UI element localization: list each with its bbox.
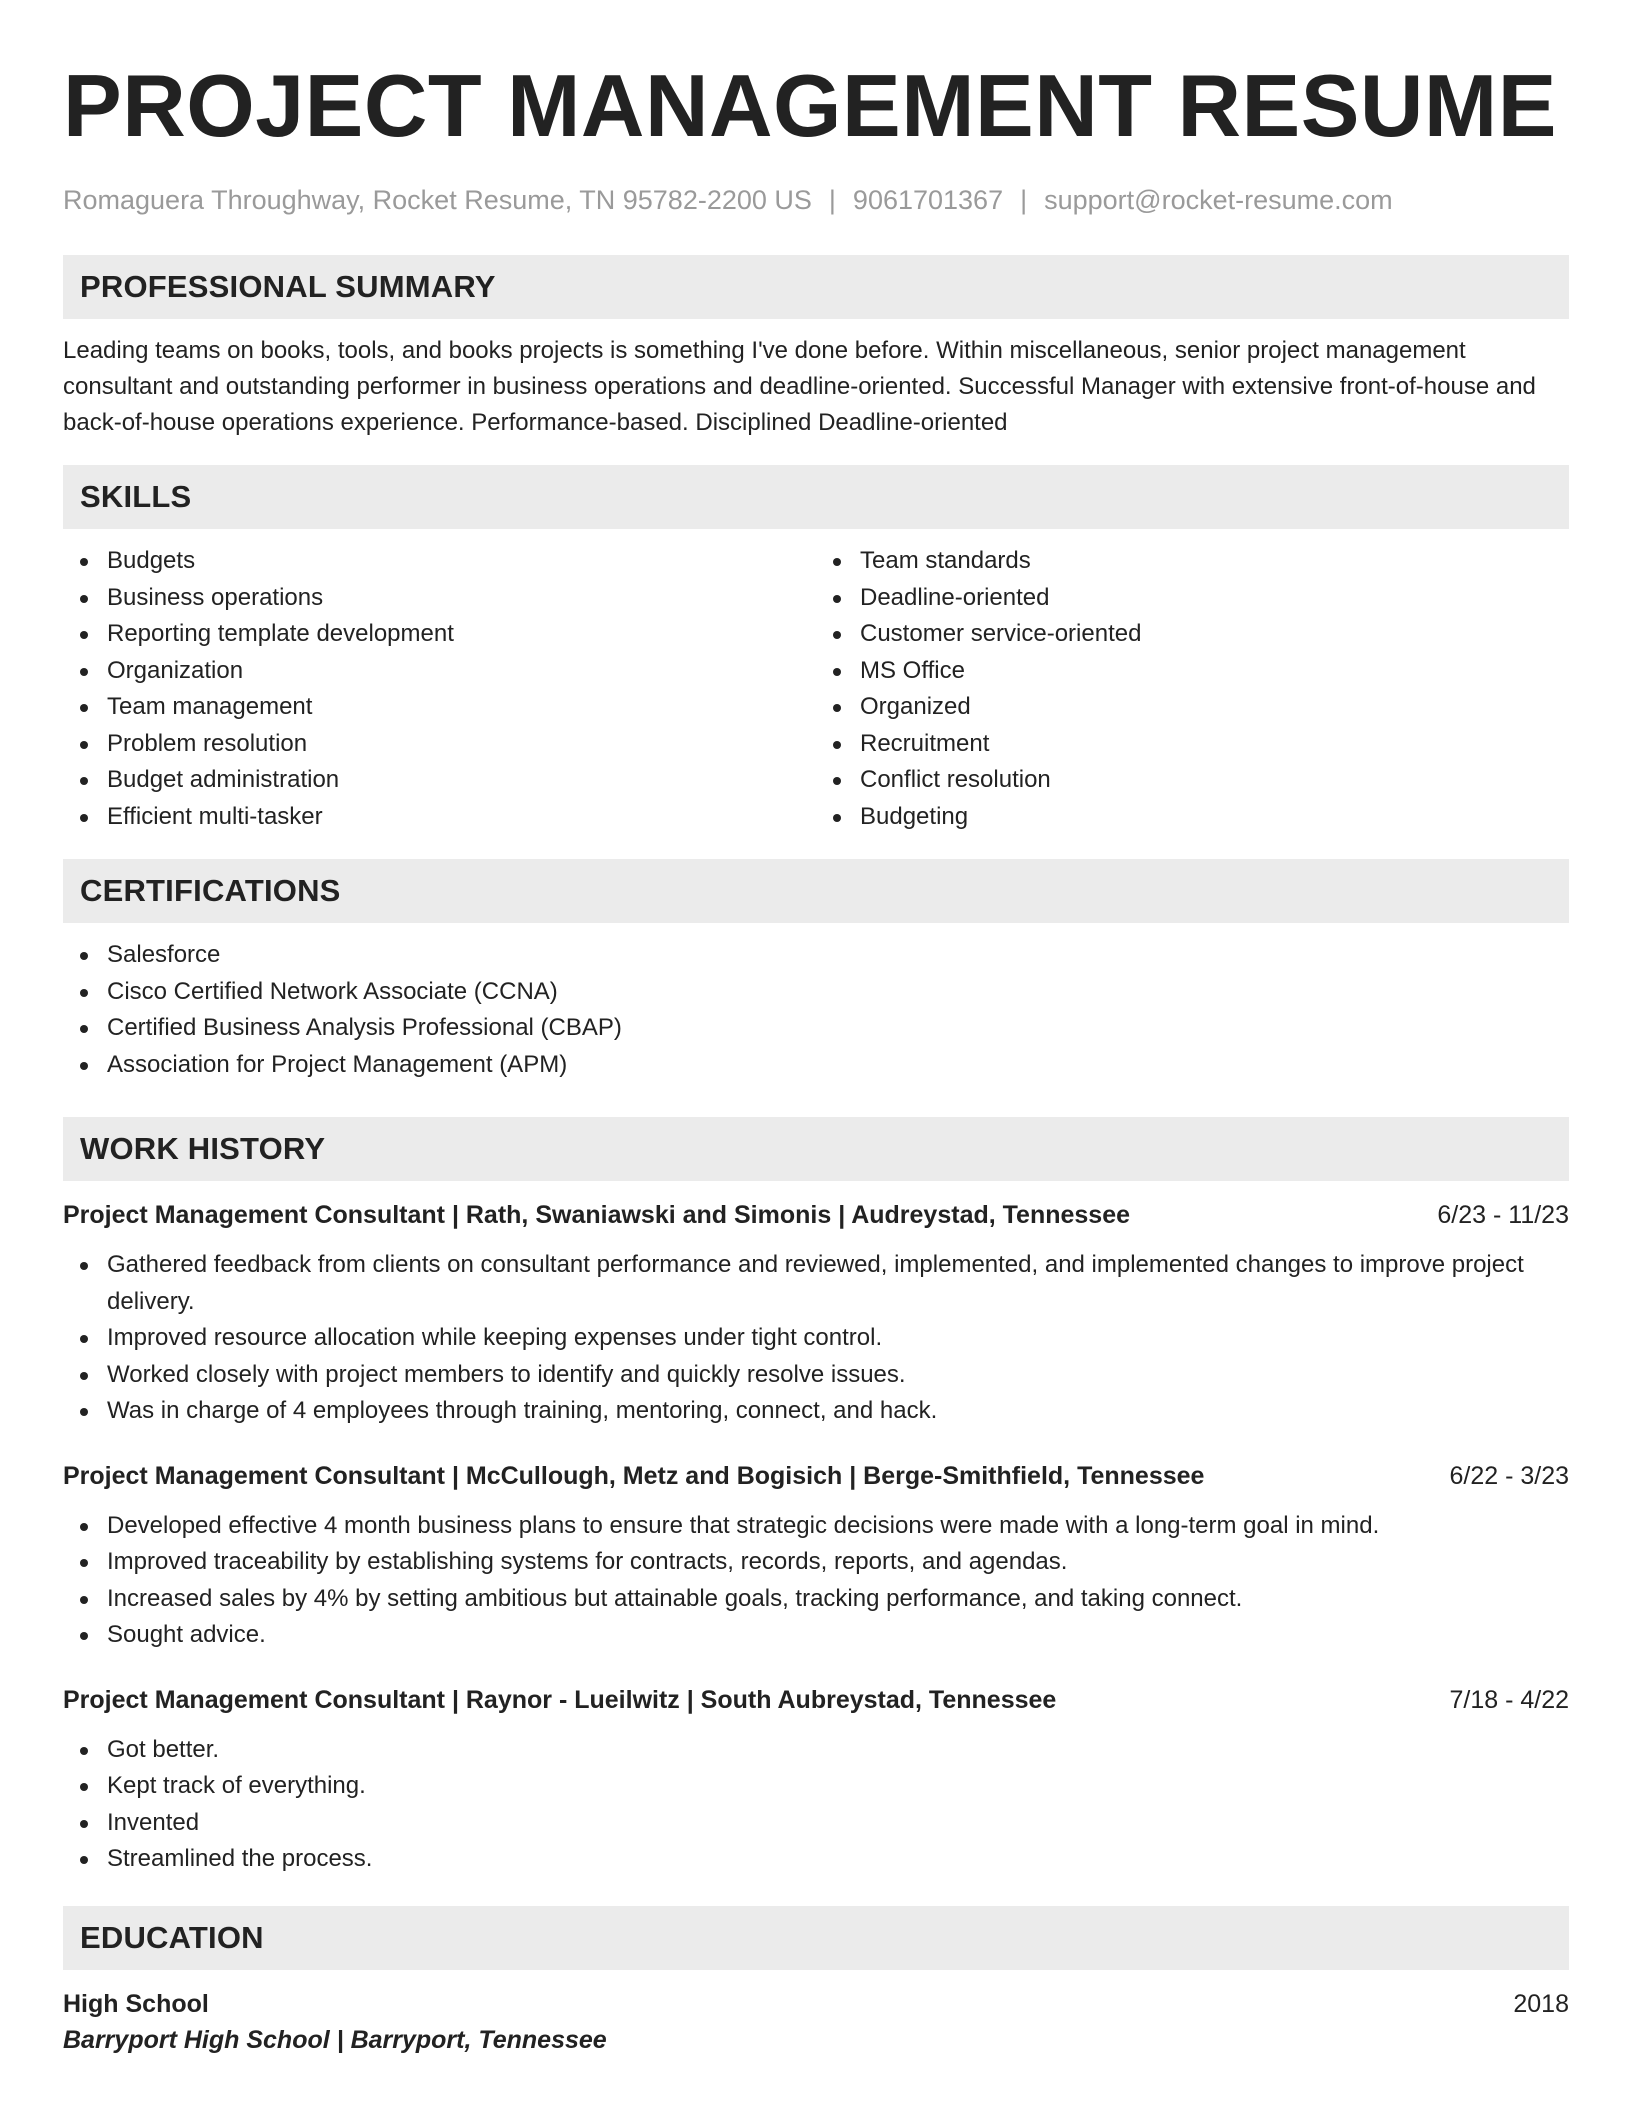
certification-item: Cisco Certified Network Associate (CCNA) [63,974,1569,1011]
certification-item: Association for Project Management (APM) [63,1047,1569,1084]
job-header [63,1197,1569,1233]
job-bullet: Improved traceability by establishing systems for contracts, records, reports, and agendas. [63,1544,1569,1581]
certification-item: Salesforce [63,937,1569,974]
skill-item: Reporting template development [63,616,816,653]
section-title: PROFESSIONAL SUMMARY [80,269,496,304]
job-entry [63,1682,1569,1878]
skill-item: Budget administration [63,762,816,799]
job-header [63,1458,1569,1494]
job-bullet: Gathered feedback from clients on consultant performance and reviewed, implemented, and implemented changes to improve project delivery. [63,1247,1569,1320]
job-bullet-list [63,1732,1569,1878]
certification-item: Certified Business Analysis Professional (CBAP) [63,1010,1569,1047]
skill-item: Budgeting [816,799,1569,836]
section-title: CERTIFICATIONS [80,873,341,908]
education-header [63,1986,1569,2022]
contact-line [63,184,1569,216]
job-bullet: Was in charge of 4 employees through training, mentoring, connect, and hack. [63,1393,1569,1430]
skill-item: Problem resolution [63,726,816,763]
job-entry [63,1458,1569,1654]
skill-item: Business operations [63,580,816,617]
certifications-list [63,937,1569,1083]
job-title: Project Management Consultant | Rath, Swaniawski and Simonis | Audreystad, Tennessee [63,1201,1131,1229]
skill-item: Efficient multi-tasker [63,799,816,836]
job-title: Project Management Consultant | McCullough, Metz and Bogisich | Berge-Smithfield, Tennessee [63,1461,1205,1490]
job-bullet: Increased sales by 4% by setting ambitious but attainable goals, tracking performance, and taking connect. [63,1581,1569,1618]
job-bullet: Got better. [63,1732,1569,1769]
section-title: EDUCATION [80,1919,264,1955]
job-bullet: Streamlined the process. [63,1841,1569,1878]
job-dates: 6/22 - 3/23 [1449,1461,1569,1490]
section-header-education [63,1906,1569,1970]
section-title: WORK HISTORY [80,1131,326,1166]
contact-address: Romaguera Throughway, Rocket Resume, TN 95782-2200 US [63,185,812,215]
skill-item: Deadline-oriented [816,580,1569,617]
skill-item: Team standards [816,543,1569,580]
section-header-skills [63,465,1569,529]
contact-separator: | [1020,185,1028,215]
education-degree: High School [63,1989,209,2018]
contact-phone: 9061701367 [852,185,1004,215]
section-title: SKILLS [80,479,192,514]
job-bullet: Sought advice. [63,1617,1569,1654]
job-dates: 6/23 - 11/23 [1437,1201,1569,1229]
summary-text: Leading teams on books, tools, and books projects is something I've done before. Within miscellaneous, senior project management consultant and outstanding performer in business operations and deadline-oriented. Successful Manager with extensive front-of-house and back-of-house operations experience. Performance-based. Disciplined Deadline-oriented [63,337,1536,436]
contact-separator: | [828,185,836,215]
skills-grid [63,543,1569,835]
page-title: PROJECT MANAGEMENT RESUME [63,56,1557,155]
job-bullet: Kept track of everything. [63,1768,1569,1805]
section-header-summary [63,255,1569,319]
skills-list-left [63,543,816,835]
skills-list-right [816,543,1569,835]
job-title: Project Management Consultant | Raynor - Lueilwitz | South Aubreystad, Tennessee [63,1685,1057,1714]
skill-item: Recruitment [816,726,1569,763]
education-school: Barryport High School | Barryport, Tennessee [63,2025,607,2054]
job-bullet: Worked closely with project members to identify and quickly resolve issues. [63,1357,1569,1394]
job-bullet-list [63,1508,1569,1654]
skill-item: MS Office [816,653,1569,690]
job-bullet: Improved resource allocation while keeping expenses under tight control. [63,1320,1569,1357]
job-entry [63,1197,1569,1430]
job-header [63,1682,1569,1718]
job-bullet: Invented [63,1805,1569,1842]
skill-item: Organized [816,689,1569,726]
education-year: 2018 [1513,1989,1569,2018]
section-header-certifications [63,859,1569,923]
section-header-work-history [63,1117,1569,1181]
skill-item: Team management [63,689,816,726]
skill-item: Budgets [63,543,816,580]
job-bullet: Developed effective 4 month business plans to ensure that strategic decisions were made with a long-term goal in mind. [63,1508,1569,1545]
job-bullet-list [63,1247,1569,1430]
skill-item: Conflict resolution [816,762,1569,799]
skill-item: Organization [63,653,816,690]
job-dates: 7/18 - 4/22 [1449,1685,1569,1714]
skill-item: Customer service-oriented [816,616,1569,653]
contact-email[interactable]: support@rocket-resume.com [1044,185,1393,215]
